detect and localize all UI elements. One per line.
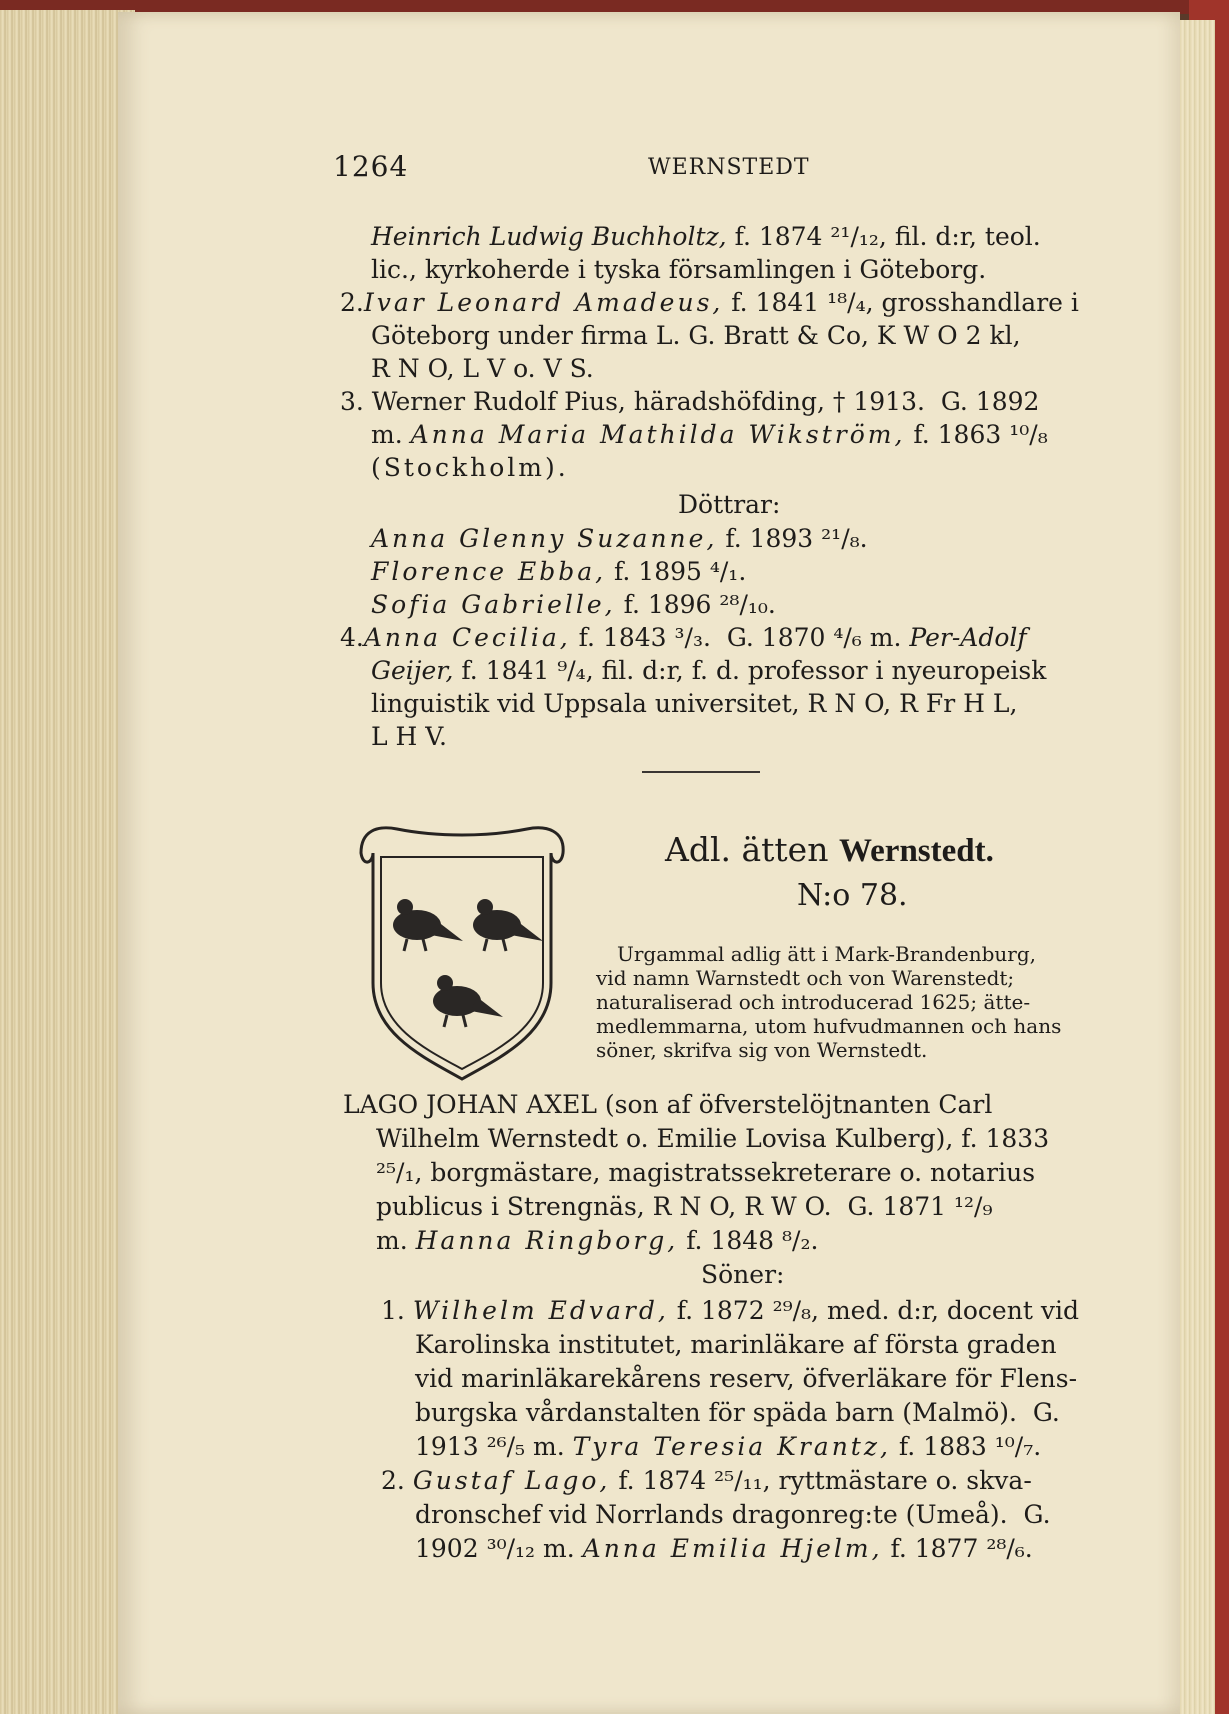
coat-of-arms-image	[347, 823, 577, 1085]
text-line: Geijer, f. 1841 ⁹/₄, fil. d:r, f. d. professor i nyeuropeisk	[371, 656, 1047, 685]
bird-icon	[433, 975, 503, 1027]
text-line: ²⁵/₁, borgmästare, magistratssekreterare o. notarius	[376, 1158, 1036, 1187]
family-description: söner, skrifva sig von Wernstedt.	[596, 1038, 928, 1062]
family-title: Adl. ätten Wernstedt.	[665, 830, 994, 869]
subheading-dottrar: Döttrar:	[678, 490, 781, 519]
family-description: vid namn Warnstedt och von Warenstedt;	[596, 966, 1015, 990]
text-line: (Stockholm).	[371, 453, 569, 482]
text-line: lic., kyrkoherde i tyska församlingen i Göteborg.	[371, 255, 987, 284]
family-number: N:o 78.	[797, 878, 908, 913]
section-divider	[642, 771, 760, 773]
family-description: Urgammal adlig ätt i Mark-Brandenburg,	[617, 942, 1037, 966]
subheading-soner: Söner:	[701, 1260, 785, 1289]
text-line: 1. Wilhelm Edvard, f. 1872 ²⁹/₈, med. d:r, docent vid	[381, 1296, 1079, 1325]
text-line: 2. Gustaf Lago, f. 1874 ²⁵/₁₁, ryttmästare o. skva-	[381, 1466, 1032, 1495]
text-line: Sofia Gabrielle, f. 1896 ²⁸/₁₀.	[371, 590, 776, 619]
text-line: 2.Ivar Leonard Amadeus, f. 1841 ¹⁸/₄, grosshandlare i	[340, 288, 1079, 317]
text-line: Florence Ebba, f. 1895 ⁴/₁.	[371, 557, 747, 586]
text-line: burgska vårdanstalten för späda barn (Malmö). G.	[415, 1398, 1060, 1427]
text-line: L H V.	[371, 722, 447, 751]
text-line: publicus i Strengnäs, R N O, R W O. G. 1871 ¹²/₉	[376, 1192, 993, 1221]
family-description: medlemmarna, utom hufvudmannen och hans	[596, 1014, 1062, 1038]
text-line: Karolinska institutet, marinläkare af första graden	[415, 1330, 1057, 1359]
text-line: 3. Werner Rudolf Pius, häradshöfding, † 1913. G. 1892	[340, 387, 1040, 416]
text-line: dronschef vid Norrlands dragonreg:te (Umeå). G.	[415, 1500, 1051, 1529]
text-line: Wilhelm Wernstedt o. Emilie Lovisa Kulberg), f. 1833	[376, 1124, 1050, 1153]
text-line: Anna Glenny Suzanne, f. 1893 ²¹/₈.	[371, 524, 868, 553]
bird-icon	[393, 899, 463, 951]
family-description: naturaliserad och introducerad 1625; ätte-	[596, 990, 1031, 1014]
running-title: WERNSTEDT	[648, 155, 810, 180]
text-line: m. Anna Maria Mathilda Wikström, f. 1863 ¹⁰/₈	[371, 420, 1048, 449]
text-line: 1902 ³⁰/₁₂ m. Anna Emilia Hjelm, f. 1877 ²⁸/₆.	[415, 1534, 1033, 1563]
text-line: linguistik vid Uppsala universitet, R N O, R Fr H L,	[371, 689, 1018, 718]
text-line: 4.Anna Cecilia, f. 1843 ³/₃. G. 1870 ⁴/₆ m. Per-Adolf	[340, 623, 1027, 652]
page-number: 1264	[333, 150, 409, 183]
text-line: vid marinläkarekårens reserv, öfverläkare för Flens-	[415, 1364, 1078, 1393]
text-line: Heinrich Ludwig Buchholtz, f. 1874 ²¹/₁₂, fil. d:r, teol.	[371, 222, 1041, 251]
text-line: 1913 ²⁶/₅ m. Tyra Teresia Krantz, f. 1883 ¹⁰/₇.	[415, 1432, 1042, 1461]
bird-icon	[473, 899, 543, 951]
page-edges-right	[1175, 20, 1215, 1714]
text-line: Göteborg under firma L. G. Bratt & Co, K W O 2 kl,	[371, 321, 1021, 350]
text-line: m. Hanna Ringborg, f. 1848 ⁸/₂.	[376, 1226, 819, 1255]
page-edges-left	[0, 10, 135, 1714]
text-line: LAGO JOHAN AXEL (son af öfverstelöjtnanten Carl	[343, 1090, 993, 1119]
text-line: R N O, L V o. V S.	[371, 354, 594, 383]
